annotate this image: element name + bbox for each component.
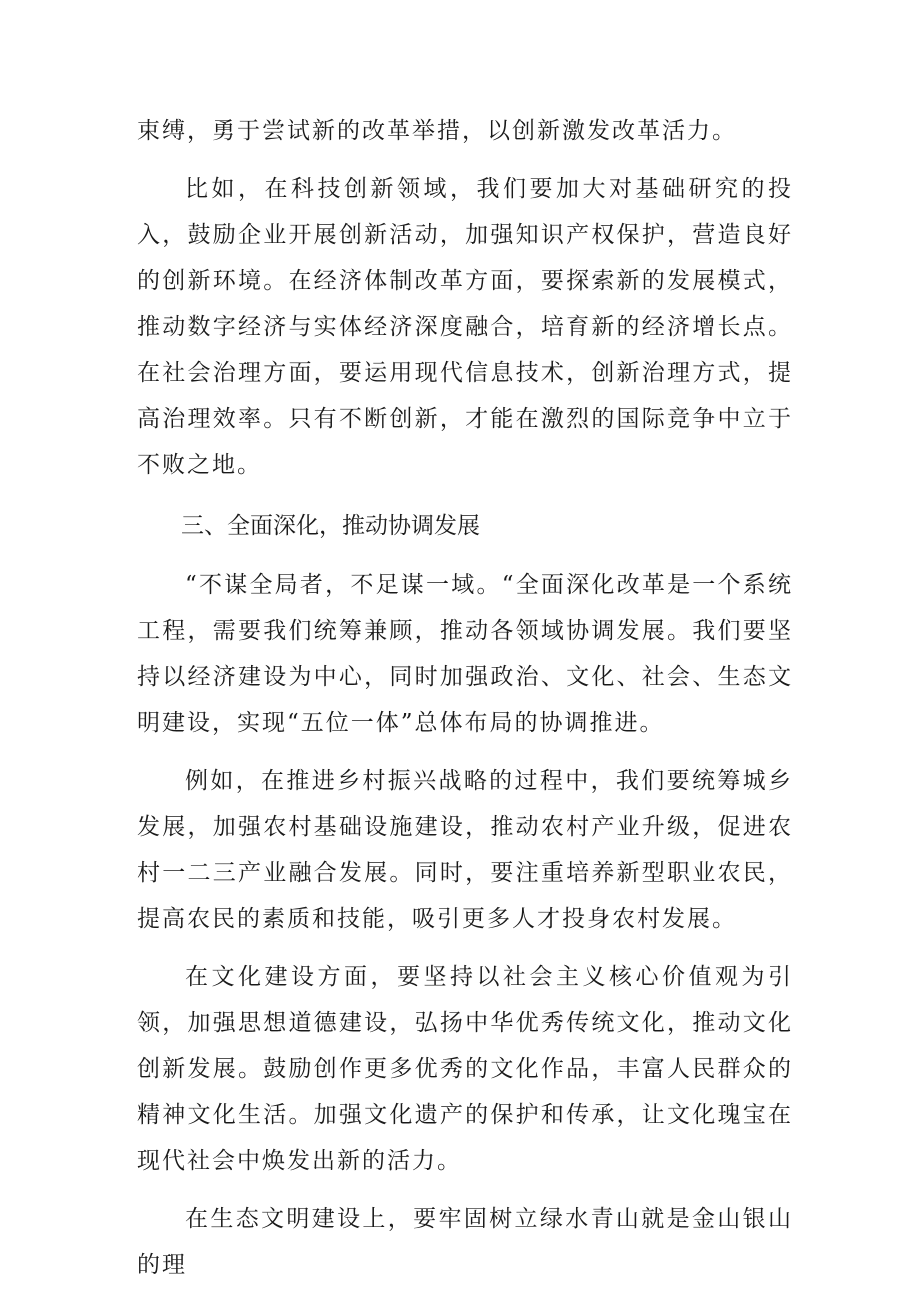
paragraph-rural-revitalization: 例如，在推进乡村振兴战略的过程中，我们要统筹城乡发展，加强农村基础设施建设，推动农村产业升级，促进农村一二三产业融合发展。同时，要注重培养新型职业农民，提高农民的素质和技能，吸引更多人才投身农村发展。 [137,768,793,932]
paragraph-cultural-construction: 在文化建设方面，要坚持以社会主义核心价值观为引领，加强思想道德建设，弘扬中华优秀传统文化，推动文化创新发展。鼓励创作更多优秀的文化作品，丰富人民群众的精神文化生活。加强文化遗产的保护和传承，让文化瑰宝在现代社会中焕发出新的活力。 [137,964,793,1174]
paragraph-ecological-civilization: 在生态文明建设上，要牢固树立绿水青山就是金山银山的理 [137,1206,793,1278]
paragraph-overall-planning: “不谋全局者，不足谋一域。“全面深化改革是一个系统工程，需要我们统筹兼顾，推动各领域协调发展。我们要坚持以经济建设为中心，同时加强政治、文化、社会、生态文明建设，实现“五位一体”总体布局的协调推进。 [137,572,793,736]
document-body [137,108,793,1288]
paragraph-innovation-examples: 比如，在科技创新领域，我们要加大对基础研究的投入，鼓励企业开展创新活动，加强知识产权保护，营造良好的创新环境。在经济体制改革方面，要探索新的发展模式，推动数字经济与实体经济深度融合，培育新的经济增长点。在社会治理方面，要运用现代信息技术，创新治理方式，提高治理效率。只有不断创新，才能在激烈的国际竞争中立于不败之地。 [137,176,793,478]
paragraph-continuation: 束缚，勇于尝试新的改革举措，以创新激发改革活力。 [137,118,737,144]
section-heading: 三、全面深化，推动协调发展 [181,513,480,539]
